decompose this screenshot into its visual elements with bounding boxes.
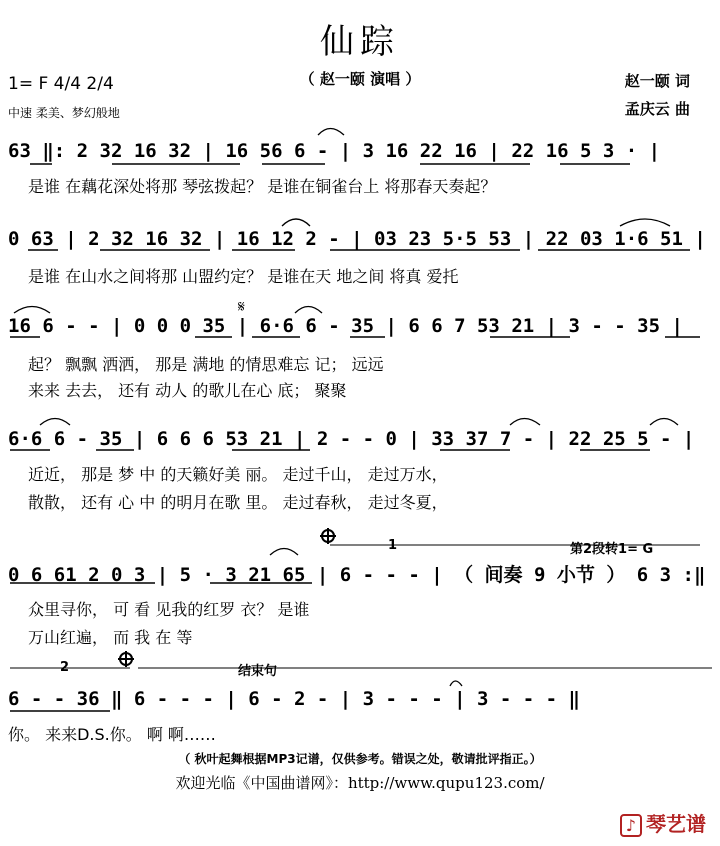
logo-icon: ♪ — [620, 814, 642, 837]
volta-1-label: 1 — [388, 538, 398, 553]
lyric-line-3b: 来来 去去， 还有 动人 的歌儿在心 底； 聚聚 — [28, 381, 347, 400]
lyric-line-3a: 起？ 飘飘 洒洒， 那是 满地 的情思难忘 记； 远远 — [28, 355, 384, 374]
lyric-line-5a: 众里寻你， 可 看 见我的红罗 衣？ 是谁 — [28, 600, 310, 619]
notation-row-6: 6 - - 36 ‖ 6 - - - | 6 - 2 - | 3 - - - | 3 - - - ‖ — [8, 688, 580, 710]
segno-icon: 𝄋 — [238, 297, 245, 316]
volta-2-label: 2 — [60, 660, 70, 675]
modulation-label: 第2段转1= G — [570, 542, 654, 557]
lyric-line-1: 是谁 在藕花深处将那 琴弦拨起？ 是谁在铜雀台上 将那春天奏起？ — [28, 177, 497, 196]
notation-row-2: 0 63 | 2 32 16 32 | 16 12 2 - | 03 23 5·5 53 | 22 03 1·6 51 | — [8, 228, 706, 250]
page-title: 仙踪 — [320, 22, 400, 62]
lyric-line-2: 是谁 在山水之间将那 山盟约定？ 是谁在天 地之间 将真 爱托 — [28, 267, 459, 286]
lyric-line-5b: 万山红遍， 而 我 在 等 — [28, 628, 193, 647]
lyricist-credit: 赵一颐 词 — [624, 72, 690, 90]
lyric-line-4b: 散散， 还有 心 中 的明月在歌 里。 走过春秋， 走过冬夏， — [28, 493, 448, 512]
lyric-line-6: 你。 来来D.S.你。 啊 啊…… — [8, 725, 216, 744]
footer-note: （ 秋叶起舞根据MP3记谱，仅供参考。错误之处，敬请批评指正。） — [178, 752, 542, 766]
composer-credit: 孟庆云 曲 — [624, 100, 690, 118]
coda-icon — [320, 528, 336, 544]
notation-row-1: 63 ‖: 2 32 16 32 | 16 56 6 - | 3 16 22 16 | 22 16 5 3 · | — [8, 140, 661, 162]
singer-credit: （ 赵一颐 演唱 ） — [299, 70, 421, 88]
footer-site-link[interactable]: 欢迎光临《中国曲谱网》：http://www.qupu123.com/ — [175, 774, 545, 792]
notation-row-3: 16 6 - - | 0 0 0 35 | 6·6 6 - 35 | 6 6 7 53 21 | 3 - - 35 | — [8, 315, 683, 337]
ending-label: 结束句 — [238, 664, 278, 679]
coda-icon — [118, 651, 134, 667]
notation-row-4: 6·6 6 - 35 | 6 6 6 53 21 | 2 - - 0 | 33 37 7 - | 22 25 5 - | — [8, 428, 695, 450]
key-signature: 1= F 4/4 2/4 — [8, 74, 114, 94]
notation-row-5: 0 6 61 2 0 3 | 5 · 3 21 65 | 6 - - - | （ 间奏 9 小节 ） 6 3 :‖ — [8, 564, 706, 586]
lyric-line-4a: 近近， 那是 梦 中 的天籁好美 丽。 走过千山， 走过万水， — [28, 465, 448, 484]
tempo-marking: 中速 柔美、梦幻般地 — [8, 106, 120, 120]
site-logo: ♪ 琴艺谱 — [620, 808, 706, 837]
